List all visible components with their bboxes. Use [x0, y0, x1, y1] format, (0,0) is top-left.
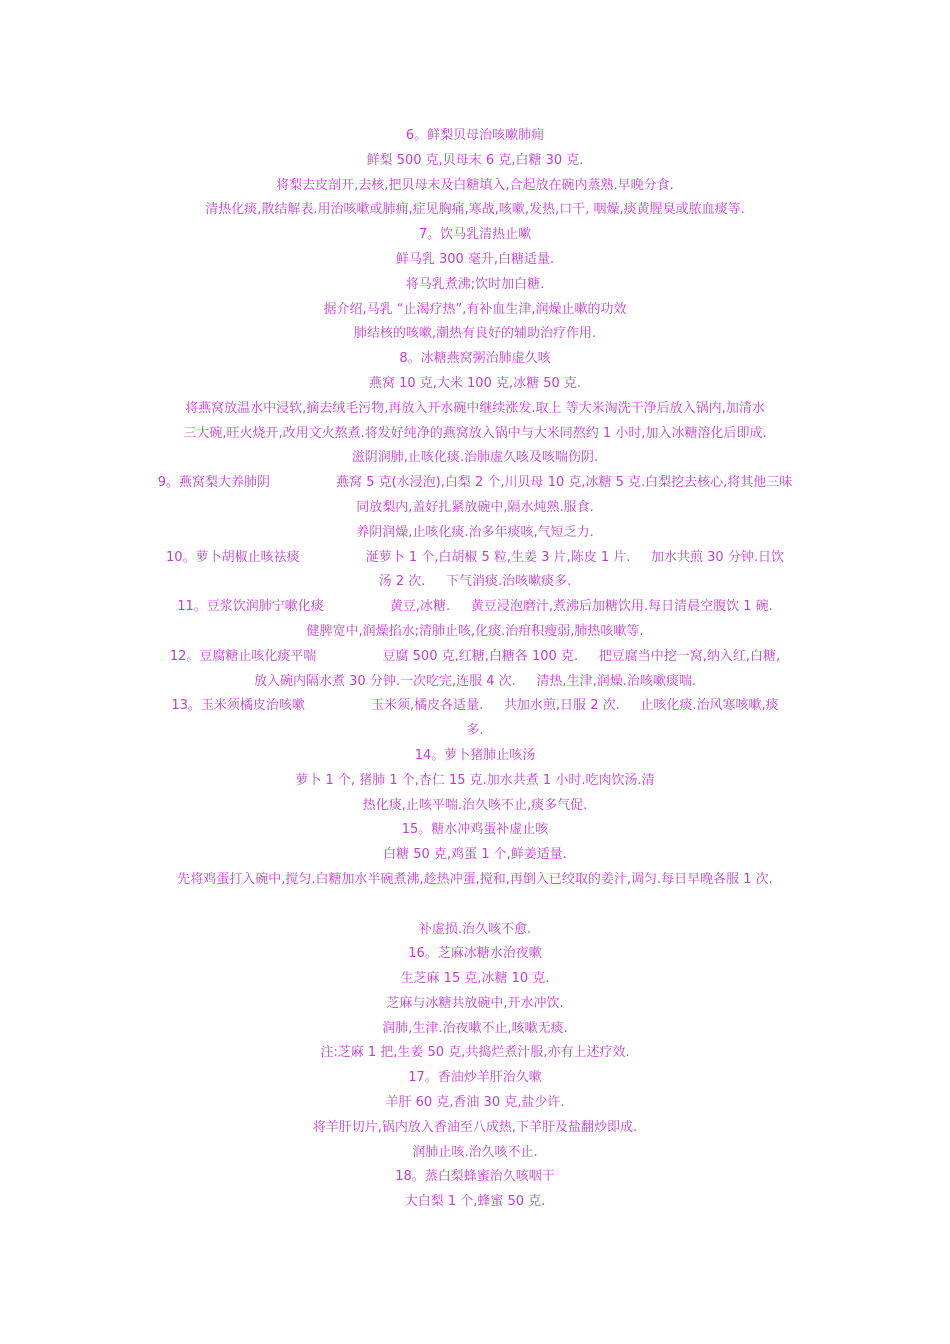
text-line: 大白梨 1 个,蜂蜜 50 克.: [404, 1194, 546, 1210]
text-line: 燕窝 10 克,大米 100 克,冰糖 50 克.: [368, 375, 582, 391]
text-line: 羊肝 60 克,香油 30 克,盐少许.: [385, 1095, 565, 1111]
text-line: 生芝麻 15 克,冰糖 10 克.: [400, 971, 550, 987]
text-line: 同放梨内,盖好扎紧放碗中,隔水炖熟.服食.: [356, 499, 594, 515]
text-line: 11。豆浆饮润肺宁嗽化痰 黄豆,冰糖. 黄豆浸泡磨汁,煮沸后加糖饮用.每日清晨空腹饮 1 碗.: [177, 599, 773, 615]
text-line: 三大碗,旺火烧开,改用文火熬煮.将发好纯净的燕窝放入锅中与大米同熬约 1 小时,加入冰糖溶化后即成.: [183, 425, 767, 441]
text-line: 萝卜 1 个, 猪肺 1 个,杏仁 15 克.加水共煮 1 小时.吃肉饮汤.清: [295, 772, 655, 788]
text-line: 18。蒸白梨蜂蜜治久咳咽干: [395, 1169, 555, 1185]
text-line: 据介绍,马乳 “止渴疗热”,有补血生津,润燥止嗽的功效: [323, 301, 627, 317]
text-line: 将梨去皮剖开,去核,把贝母末及白糖填入,合起放在碗内蒸熟.早晚分食.: [276, 177, 674, 193]
text-line: 健脾宽中,润燥掐水;清肺止咳,化痰.治疳积瘦弱,肺热咳嗽等.: [306, 623, 644, 639]
text-line: 14。萝卜猪肺止咳汤: [414, 747, 536, 763]
text-line: 润肺止咳.治久咳不止.: [412, 1144, 538, 1160]
text-line: 9。燕窝梨大养肺阴 燕窝 5 克(水浸泡),白梨 2 个,川贝母 10 克,冰糖 5 克.白梨挖去核心,将其他三味: [157, 475, 793, 491]
text-line: [140, 893, 810, 918]
text-line: 滋阴润肺,止咳化痰.治肺虚久咳及咳喘伤阴.: [351, 450, 599, 466]
text-line: 汤 2 次. 下气消痰.治咳嗽痰多.: [378, 574, 572, 590]
text-line: 12。豆腐糖止咳化痰平喘 豆腐 500 克,红糖,白糖各 100 克. 把豆腐当中挖一窝,纳入红,白糖,: [169, 648, 781, 664]
text-line: 15。糖水冲鸡蛋补虚止咳: [401, 822, 549, 838]
text-line: 清热化痰,散结解表.用治咳嗽或肺痈,症见胸痛,寒战,咳嗽,发热,口干, 咽燥,痰黄腥臭或脓血痰等.: [205, 202, 745, 218]
text-line: 热化痰,止咳平喘.治久咳不止,痰多气促.: [362, 797, 588, 813]
text-line: 肺结核的咳嗽,潮热有良好的辅助治疗作用.: [353, 326, 597, 342]
text-line: 将羊肝切片,锅内放入香油至八成热,下羊肝及盐翻炒即成.: [312, 1119, 638, 1135]
recipe-text-body: [140, 124, 810, 1215]
text-line: 润肺,生津.治夜嗽不止,咳嗽无痰.: [382, 1020, 568, 1036]
text-line: 16。芝麻冰糖水治夜嗽: [408, 946, 542, 962]
text-line: 先将鸡蛋打入碗中,搅匀.白糖加水半碗煮沸,趁热冲蛋,搅和,再倒入已绞取的姜汁,调匀.每日早晚各服 1 次.: [177, 871, 773, 887]
text-line: 10。萝卜胡椒止咳祛痰 涎萝卜 1 个,白胡椒 5 粒,生姜 3 片,陈皮 1 片. 加水共煎 30 分钟.日饮: [166, 549, 784, 565]
text-line: 芝麻与冰糖共放碗中,开水冲饮.: [386, 995, 564, 1011]
text-line: 注:芝麻 1 把,生姜 50 克,共捣烂煮汁服,亦有上述疗效.: [320, 1045, 630, 1061]
text-line: 多.: [466, 723, 484, 739]
text-line: 白糖 50 克,鸡蛋 1 个,鲜姜适量.: [383, 847, 567, 863]
text-line: 7。饮马乳清热止嗽: [418, 227, 532, 243]
text-line: 17。香油炒羊肝治久嗽: [408, 1070, 542, 1086]
text-line: 鲜马乳 300 毫升,白糖适量.: [395, 251, 555, 267]
text-line: 6。鲜梨贝母治咳嗽肺痈: [405, 128, 545, 143]
text-line: 将马乳煮沸;饮时加白糖.: [405, 276, 545, 292]
text-line: 补虚损.治久咳不愈.: [418, 921, 532, 937]
text-line: 鲜梨 500 克,贝母末 6 克,白糖 30 克.: [366, 152, 584, 168]
text-line: 放入碗内隔水煮 30 分钟.一次吃完,连服 4 次. 清热,生津,润燥.治咳嗽痰喘.: [254, 673, 696, 689]
text-line: 8。冰糖燕窝粥治肺虚久咳: [399, 351, 551, 367]
text-line: 13。玉米须橘皮治咳嗽 玉米须,橘皮各适量. 共加水煎,日服 2 次. 止咳化痰.治风寒咳嗽,痰: [171, 698, 779, 714]
text-line: 养阴润燥,止咳化痰.治多年痰咳,气短乏力.: [356, 524, 594, 540]
text-line: 将燕窝放温水中浸软,摘去绒毛污物,再放入开水碗中继续涨发.取上 等大米淘洗干净后放入锅内,加清水: [185, 400, 765, 416]
